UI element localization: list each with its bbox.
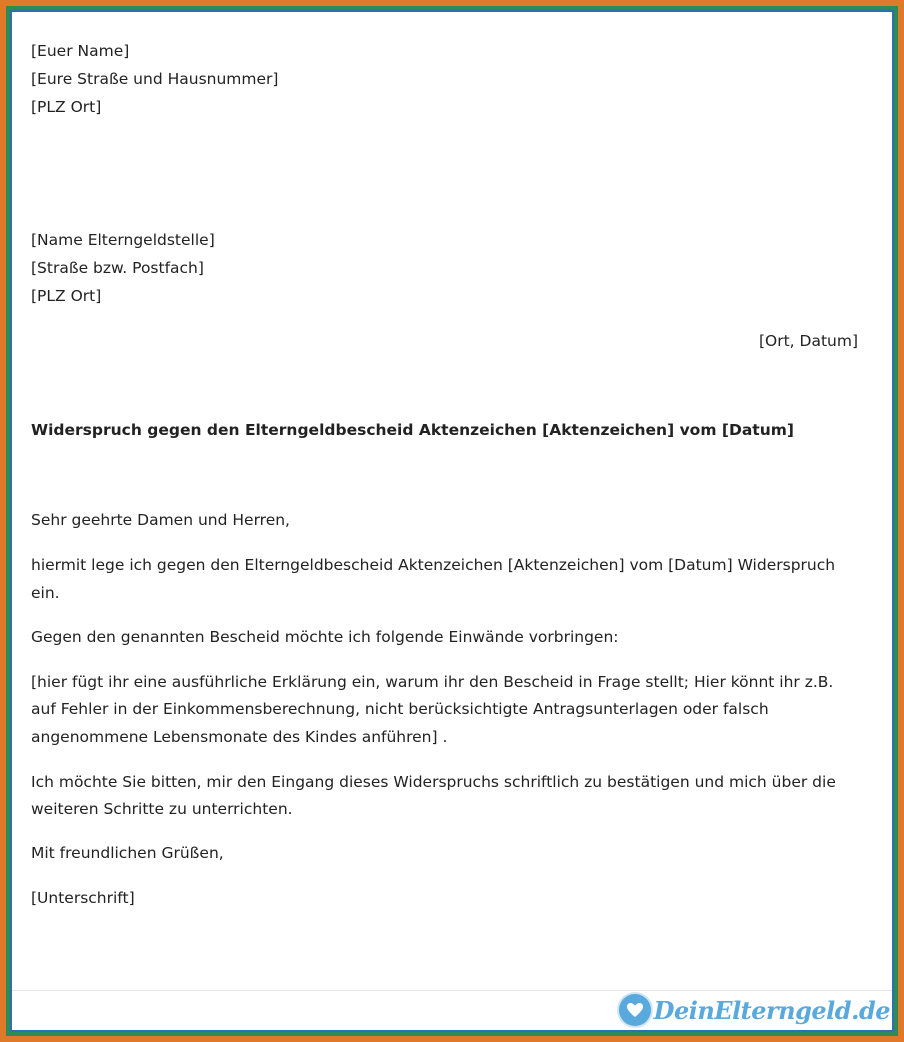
sender-street: [Eure Straße und Hausnummer] <box>31 70 279 88</box>
heart-hands-icon <box>619 994 651 1026</box>
paragraph-4-line-1: Ich möchte Sie bitten, mir den Eingang dieses Widerspruchs schriftlich zu bestätigen und mich über die <box>31 773 836 791</box>
logo-text: DeinElterngeld.de <box>653 995 890 1025</box>
recipient-name: [Name Elterngeldstelle] <box>31 231 215 249</box>
brand-logo <box>619 992 890 1028</box>
salutation: Sehr geehrte Damen und Herren, <box>31 511 290 529</box>
paragraph-2-line-1: Gegen den genannten Bescheid möchte ich folgende Einwände vorbringen: <box>31 628 619 646</box>
paragraph-1-line-1: hiermit lege ich gegen den Elterngeldbescheid Aktenzeichen [Aktenzeichen] vom [Datum] Widerspruch <box>31 556 836 574</box>
paragraph-3-line-2: auf Fehler in der Einkommensberechnung, nicht berücksichtigte Antragsunterlagen oder falsch <box>31 700 769 718</box>
footer-divider <box>12 990 892 991</box>
letter-page <box>12 12 892 1030</box>
closing: Mit freundlichen Grüßen, <box>31 844 224 862</box>
recipient-city: [PLZ Ort] <box>31 287 102 305</box>
sender-name: [Euer Name] <box>31 42 130 60</box>
subject-line: Widerspruch gegen den Elterngeldbescheid Aktenzeichen [Aktenzeichen] vom [Datum] <box>31 421 794 439</box>
paragraph-4-line-2: weiteren Schritte zu unterrichten. <box>31 800 293 818</box>
place-date: [Ort, Datum] <box>758 332 858 350</box>
signature: [Unterschrift] <box>31 889 135 907</box>
sender-city: [PLZ Ort] <box>31 98 102 116</box>
paragraph-1-line-2: ein. <box>31 584 60 602</box>
paragraph-3-line-1: [hier fügt ihr eine ausführliche Erklärung ein, warum ihr den Bescheid in Frage stellt; Hier könnt ihr z.B. <box>31 673 834 691</box>
paragraph-3-line-3: angenommene Lebensmonate des Kindes anführen] . <box>31 728 448 746</box>
recipient-street: [Straße bzw. Postfach] <box>31 259 204 277</box>
